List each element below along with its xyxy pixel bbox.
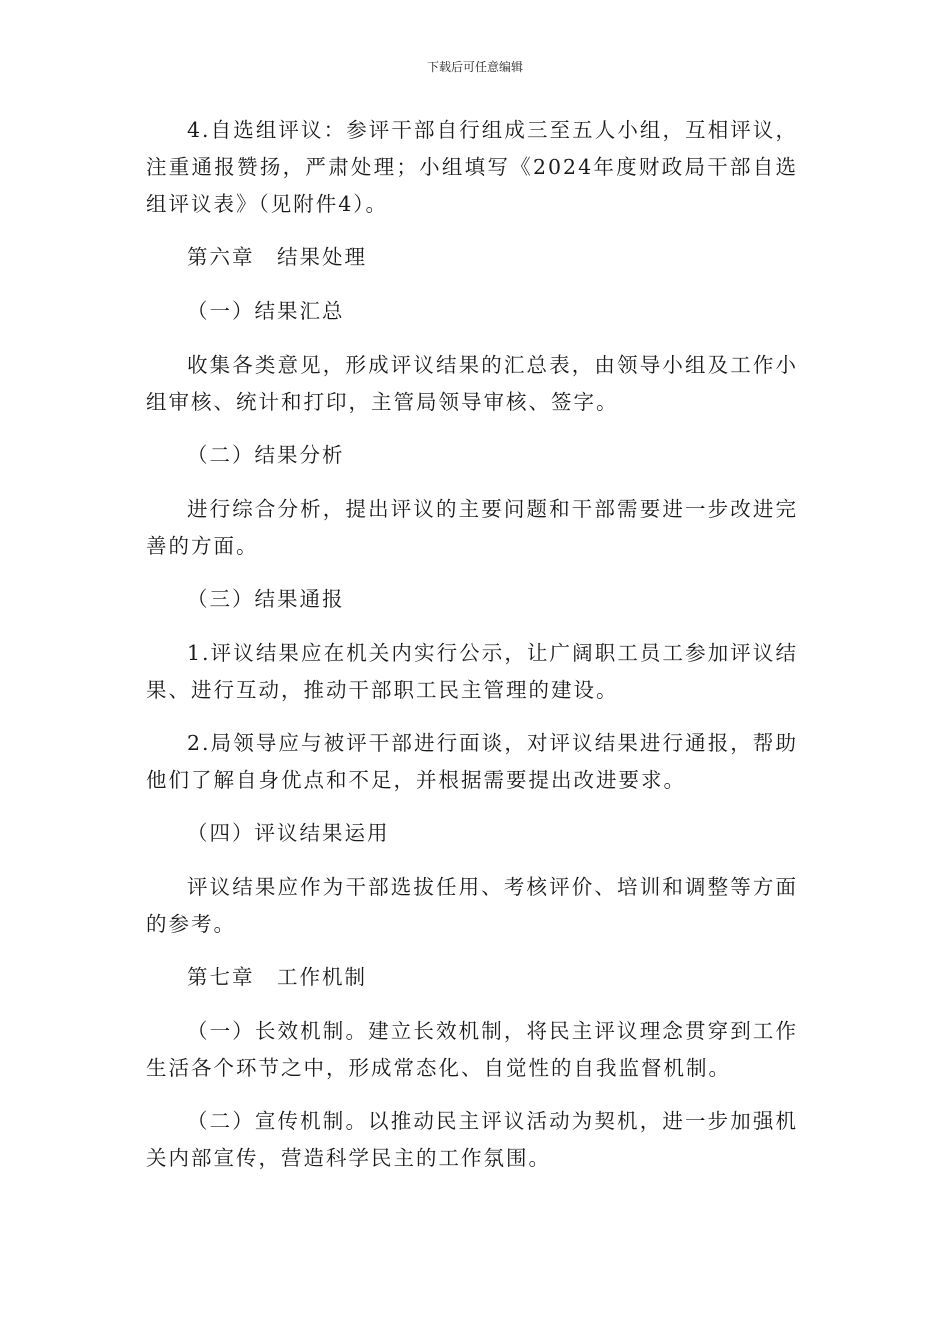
paragraph-result-application: 评议结果应作为干部选拔任用、考核评价、培训和调整等方面的参考。 <box>146 875 798 936</box>
paragraph-result-analysis: 进行综合分析，提出评议的主要问题和干部需要进一步改进完善的方面。 <box>146 497 798 558</box>
document-body <box>146 112 798 1193</box>
section-heading-result-notification: （三）结果通报 <box>187 587 345 611</box>
paragraph-result-summary: 收集各类意见，形成评议结果的汇总表，由领导小组及工作小组审核、统计和打印，主管局领导审核、签字。 <box>146 353 798 414</box>
section-heading-result-summary: （一）结果汇总 <box>187 299 345 323</box>
paragraph-result-publicity: 1.评议结果应在机关内实行公示，让广阔职工员工参加评议结果、进行互动，推动干部职工民主管理的建设。 <box>146 641 798 702</box>
paragraph-publicity-mechanism: （二）宣传机制。以推动民主评议活动为契机，进一步加强机关内部宣传，营造科学民主的工作氛围。 <box>146 1109 798 1170</box>
chapter-heading-result-handling: 第六章 结果处理 <box>187 245 367 269</box>
paragraph-leader-interview: 2.局领导应与被评干部进行面谈，对评议结果进行通报，帮助他们了解自身优点和不足，并根据需要提出改进要求。 <box>146 731 798 792</box>
chapter-heading-work-mechanism: 第七章 工作机制 <box>187 965 367 989</box>
section-heading-result-application: （四）评议结果运用 <box>187 821 390 845</box>
paragraph-self-selected-group-review: 4.自选组评议：参评干部自行组成三至五人小组，互相评议，注重通报赞扬，严肃处理；小组填写《2024年度财政局干部自选组评议表》（见附件4）。 <box>146 118 798 216</box>
page-header: 下载后可任意编辑 <box>426 60 523 74</box>
paragraph-long-term-mechanism: （一）长效机制。建立长效机制，将民主评议理念贯穿到工作生活各个环节之中，形成常态化、自觉性的自我监督机制。 <box>146 1019 798 1080</box>
section-heading-result-analysis: （二）结果分析 <box>187 443 345 467</box>
